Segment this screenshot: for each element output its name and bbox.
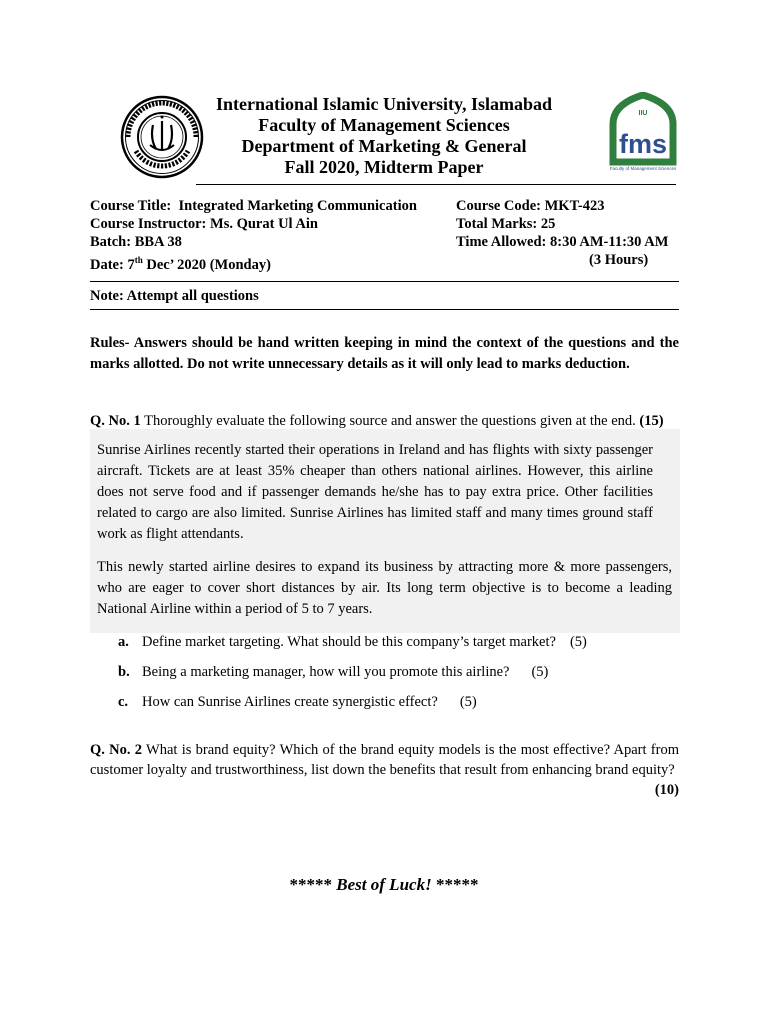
- duration: (3 Hours): [589, 252, 649, 268]
- date-day: 7: [127, 256, 135, 273]
- date-rest: Dec’ 2020 (Monday): [146, 256, 271, 273]
- part-letter: b.: [118, 664, 130, 680]
- course-title-row: [90, 197, 417, 215]
- batch-label: Batch:: [90, 234, 132, 250]
- best-of-luck: Best of Luck!: [336, 875, 432, 894]
- instructor-row: [90, 215, 318, 233]
- time-allowed-label: Time Allowed:: [456, 234, 547, 250]
- date-row: [90, 251, 271, 274]
- q1-paragraph-1: Sunrise Airlines recently started their operations in Ireland and has flights with sixty passenger aircraft. Tickets are at least 35% cheaper than others national airlines. However, this airline does not serve food and if passenger demands he/she has to pay extra price. Other facilities related to cargo are also limited. Sunrise Airlines has limited staff and many times ground staff work as flight attendants.: [97, 442, 653, 542]
- exam-term: Fall 2020, Midterm Paper: [284, 157, 484, 177]
- total-marks-label: Total Marks:: [456, 216, 538, 232]
- course-code-row: [456, 197, 605, 215]
- q1-paragraph-2: This newly started airline desires to expand its business by attracting more & more passengers, who are eager to cover short distances by air. Its long term objective is to become a leading National Airline within a period of 5 to 7 years.: [97, 559, 672, 617]
- closing-message: [0, 875, 768, 895]
- part-marks: (5): [531, 664, 549, 680]
- fms-logo-subtitle: Faculty of Management Sciences: [609, 166, 677, 171]
- q2-label: Q. No. 2: [90, 742, 143, 758]
- batch-value: BBA 38: [134, 234, 182, 250]
- header-divider: [196, 184, 676, 185]
- rules: Rules- Answers should be hand written keeping in mind the context of the questions and the marks allotted. Do not write unnecessary details as it will only lead to marks deduction.: [90, 335, 679, 372]
- total-marks-row: [456, 215, 555, 233]
- q2-marks: (10): [654, 782, 679, 798]
- course-code-label: Course Code:: [456, 198, 541, 214]
- q1-part-b: [118, 662, 548, 682]
- time-allowed: 8:30 AM-11:30 AM: [549, 234, 669, 250]
- date-label: Date:: [90, 256, 124, 273]
- q1-part-c: [118, 692, 477, 712]
- note-top-rule: [90, 281, 679, 282]
- instructor-name: Ms. Qurat Ul Ain: [210, 216, 318, 232]
- part-marks: (5): [459, 694, 477, 710]
- part-letter: a.: [118, 634, 129, 650]
- q2-text-block: [90, 740, 679, 780]
- course-code: MKT-423: [544, 198, 605, 214]
- stars-left: *****: [289, 875, 333, 894]
- faculty-name: Faculty of Management Sciences: [258, 115, 510, 135]
- q1-label: Q. No. 1: [90, 413, 141, 429]
- stars-right: *****: [435, 875, 479, 894]
- fms-logo-top: IIU: [638, 110, 648, 117]
- instructor-label: Course Instructor:: [90, 216, 207, 232]
- fms-logo-main: fms: [618, 129, 668, 159]
- part-letter: c.: [118, 694, 129, 710]
- total-marks: 25: [540, 216, 556, 232]
- q1-marks: (15): [639, 413, 664, 429]
- course-title-label: Course Title:: [90, 198, 172, 214]
- part-marks: (5): [569, 634, 587, 650]
- course-title: Integrated Marketing Communication: [178, 198, 417, 214]
- batch-row: [90, 233, 182, 251]
- note: Note: Attempt all questions: [90, 288, 259, 304]
- note-bottom-rule: [90, 309, 679, 310]
- part-text: Being a marketing manager, how will you promote this airline?: [142, 664, 510, 680]
- date-suffix: th: [134, 255, 143, 265]
- q1-part-a: [118, 632, 587, 652]
- time-allowed-row: [456, 233, 668, 251]
- q1-text: Thoroughly evaluate the following source and answer the questions given at the end.: [144, 413, 636, 429]
- part-text: How can Sunrise Airlines create synergistic effect?: [142, 694, 438, 710]
- part-text: Define market targeting. What should be this company’s target market?: [142, 634, 556, 650]
- q2-text: What is brand equity? Which of the brand equity models is the most effective? Apart from customer loyalty and trustworthiness, list down the benefits that result from enhancing brand equity?: [90, 742, 679, 778]
- department-name: Department of Marketing & General: [241, 136, 527, 156]
- university-name: International Islamic University, Islamabad: [215, 94, 553, 114]
